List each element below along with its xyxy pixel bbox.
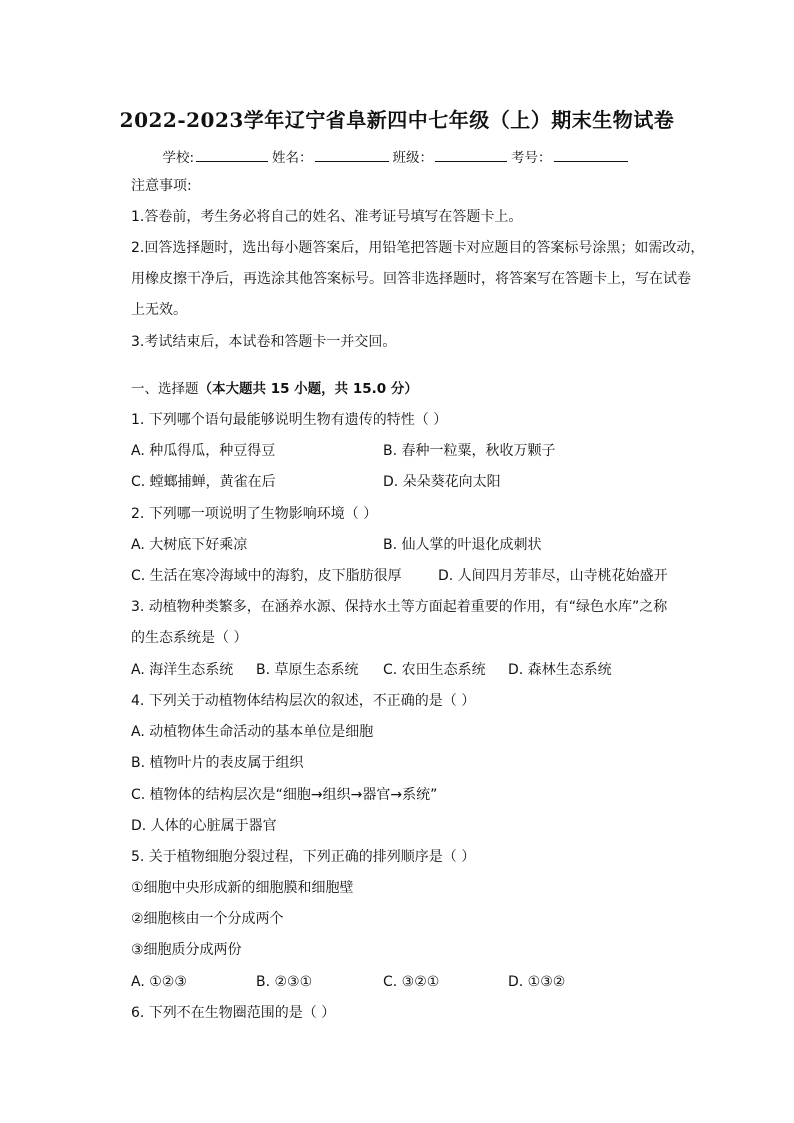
- question-1-option-d[interactable]: D. 朵朵葵花向太阳: [383, 474, 501, 490]
- question-2-option-c[interactable]: C. 生活在寒冷海域中的海豹，皮下脂肪很厚: [131, 568, 402, 584]
- class-field[interactable]: [435, 148, 507, 162]
- notice-line-3: 3.考试结束后，本试卷和答题卡一并交回。: [131, 334, 397, 350]
- question-5-option-b[interactable]: B. ②③①: [256, 974, 313, 990]
- question-2-option-a[interactable]: A. 大树底下好乘凉: [131, 537, 248, 553]
- section-heading-detail: （本大题共 15 小题，共 15.0 分）: [198, 381, 418, 397]
- notice-line-1: 1.答卷前，考生务必将自己的姓名、准考证号填写在答题卡上。: [131, 209, 523, 225]
- question-5-option-c[interactable]: C. ③②①: [383, 974, 440, 990]
- student-info-row: [0, 146, 794, 166]
- question-4-option-b[interactable]: B. 植物叶片的表皮属于组织: [131, 755, 304, 771]
- question-4-stem: 4. 下列关于动植物体结构层次的叙述，不正确的是（ ）: [131, 693, 476, 709]
- number-label: 考号：: [511, 150, 552, 166]
- question-5-step-1: ①细胞中央形成新的细胞膜和细胞壁: [131, 880, 354, 896]
- question-3-stem-line-2: 的生态系统是（ ）: [131, 630, 248, 646]
- question-2-option-b[interactable]: B. 仙人掌的叶退化成刺状: [383, 537, 542, 553]
- notice-line-2b: 用橡皮擦干净后，再选涂其他答案标号。回答非选择题时，将答案写在答题卡上，写在试卷: [131, 271, 691, 287]
- question-5-stem: 5. 关于植物细胞分裂过程，下列正确的排列顺序是（ ）: [131, 849, 476, 865]
- question-2-option-d[interactable]: D. 人间四月芳菲尽，山寺桃花始盛开: [438, 568, 668, 584]
- question-4-option-d[interactable]: D. 人体的心脏属于器官: [131, 818, 277, 834]
- question-3-stem-line-1: 3. 动植物种类繁多，在涵养水源、保持水土等方面起着重要的作用，有“绿色水库”之称: [131, 599, 668, 615]
- notice-heading: 注意事项:: [131, 178, 192, 194]
- question-5-option-a[interactable]: A. ①②③: [131, 974, 187, 990]
- question-5-step-2: ②细胞核由一个分成两个: [131, 911, 284, 927]
- question-1-option-c[interactable]: C. 螳螂捕蝉，黄雀在后: [131, 474, 276, 490]
- question-4-option-c[interactable]: C. 植物体的结构层次是“细胞→组织→器官→系统”: [131, 787, 438, 803]
- name-label: 姓名：: [272, 150, 313, 166]
- question-6-stem: 6. 下列不在生物圈范围的是（ ）: [131, 1005, 336, 1021]
- class-label: 班级：: [392, 150, 434, 166]
- school-field[interactable]: [196, 148, 268, 162]
- section-heading-prefix: 一、选择题: [131, 381, 199, 397]
- question-1-option-b[interactable]: B. 春种一粒粟，秋收万颗子: [383, 443, 556, 459]
- page-title: 2022-2023学年辽宁省阜新四中七年级（上）期末生物试卷: [119, 108, 675, 132]
- notice-line-2a: 2.回答选择题时，选出每小题答案后，用铅笔把答题卡对应题目的答案标号涂黑；如需改动，: [131, 240, 705, 256]
- question-5-option-d[interactable]: D. ①③②: [508, 974, 566, 990]
- question-1-option-a[interactable]: A. 种瓜得瓜，种豆得豆: [131, 443, 276, 459]
- question-1-stem: 1. 下列哪个语句最能够说明生物有遗传的特性（ ）: [131, 412, 448, 428]
- notice-line-2c: 上无效。: [131, 302, 187, 318]
- question-4-option-a[interactable]: A. 动植物体生命活动的基本单位是细胞: [131, 724, 374, 740]
- question-3-option-b[interactable]: B. 草原生态系统: [256, 662, 359, 678]
- question-3-option-c[interactable]: C. 农田生态系统: [383, 662, 486, 678]
- question-2-stem: 2. 下列哪一项说明了生物影响环境（ ）: [131, 506, 378, 522]
- section-heading: [131, 380, 418, 398]
- question-3-option-d[interactable]: D. 森林生态系统: [508, 662, 612, 678]
- name-field[interactable]: [315, 148, 389, 162]
- question-3-option-a[interactable]: A. 海洋生态系统: [131, 662, 234, 678]
- school-label: 学校:: [162, 150, 195, 166]
- number-field[interactable]: [554, 148, 628, 162]
- question-5-step-3: ③细胞质分成两份: [131, 942, 242, 958]
